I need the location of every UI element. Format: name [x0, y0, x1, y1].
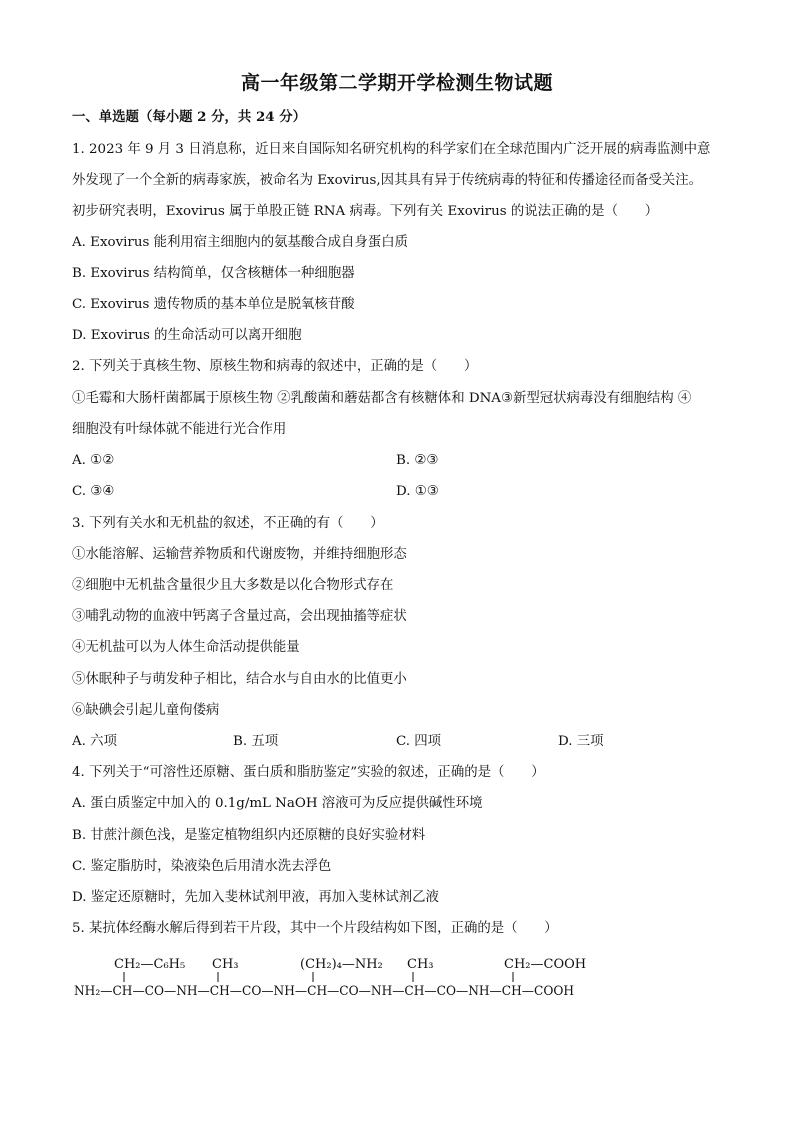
q3-statement-1: ①水能溶解、运输营养物质和代谢废物，并维持细胞形态 [72, 547, 407, 562]
q2-statements-line1: ①毛霉和大肠杆菌都属于原核生物 ②乳酸菌和蘑菇都含有核糖体和 DNA③新型冠状病毒没有细胞结构 ④ [72, 391, 692, 406]
side-chain-2: CH₃ [212, 957, 239, 972]
q3-option-a: A. 六项 [72, 734, 117, 749]
side-chain-4: CH₃ [407, 957, 434, 972]
q2-option-c: C. ③④ [72, 484, 115, 499]
q4-option-c: C. 鉴定脂肪时，染液染色后用清水洗去浮色 [72, 859, 332, 874]
side-chain-1: CH₂—C₆H₅ [114, 957, 186, 972]
peptide-backbone: NH₂—CH—CO—NH—CH—CO—NH—CH—CO—NH—CH—CO—NH—CH—COOH [74, 984, 574, 999]
q3-statement-2: ②细胞中无机盐含量很少且大多数是以化合物形式存在 [72, 578, 394, 593]
q3-option-b: B. 五项 [233, 734, 279, 749]
peptide-structure-diagram [72, 950, 612, 1002]
q1-stem-line2: 外发现了一个全新的病毒家族，被命名为 Exovirus,因其具有异于传统病毒的特征和传播途径而备受关注。 [72, 173, 703, 188]
q2-option-d: D. ①③ [396, 484, 439, 499]
side-chain-3: (CH₂)₄—NH₂ [300, 957, 383, 972]
q2-option-a: A. ①② [72, 453, 115, 468]
q3-stem: 3. 下列有关水和无机盐的叙述，不正确的有（ ） [72, 516, 384, 531]
q3-option-c: C. 四项 [396, 734, 442, 749]
q4-stem: 4. 下列关于“可溶性还原糖、蛋白质和脂肪鉴定”实验的叙述，正确的是（ ） [72, 765, 545, 780]
side-chain-5: CH₂—COOH [504, 957, 587, 972]
page-title: 高一年级第二学期开学检测生物试题 [240, 72, 553, 94]
q3-statement-4: ④无机盐可以为人体生命活动提供能量 [72, 640, 300, 655]
q4-option-d: D. 鉴定还原糖时，先加入斐林试剂甲液，再加入斐林试剂乙液 [72, 890, 439, 905]
q1-option-d: D. Exovirus 的生命活动可以离开细胞 [72, 328, 302, 343]
q1-option-a: A. Exovirus 能利用宿主细胞内的氨基酸合成自身蛋白质 [72, 235, 408, 250]
q3-option-d: D. 三项 [558, 734, 604, 749]
q4-option-a: A. 蛋白质鉴定中加入的 0.1g/mL NaOH 溶液可为反应提供碱性环境 [72, 796, 483, 811]
q1-option-b: B. Exovirus 结构简单，仅含核糖体一种细胞器 [72, 266, 355, 281]
q2-stem: 2. 下列关于真核生物、原核生物和病毒的叙述中，正确的是（ ） [72, 359, 478, 374]
q4-option-b: B. 甘蔗汁颜色浅，是鉴定植物组织内还原糖的良好实验材料 [72, 828, 426, 843]
q5-stem: 5. 某抗体经酶水解后得到若干片段，其中一个片段结构如下图，正确的是（ ） [72, 921, 558, 936]
q3-statement-5: ⑤休眠种子与萌发种子相比，结合水与自由水的比值更小 [72, 672, 407, 687]
q3-statement-3: ③哺乳动物的血液中钙离子含量过高，会出现抽搐等症状 [72, 609, 407, 624]
q1-stem-line3: 初步研究表明，Exovirus 属于单股正链 RNA 病毒。下列有关 Exovirus 的说法正确的是（ ） [72, 204, 659, 219]
q3-statement-6: ⑥缺碘会引起儿童佝偻病 [72, 703, 220, 718]
q1-stem-line1: 1. 2023 年 9 月 3 日消息称，近日来自国际知名研究机构的科学家们在全球范围内广泛开展的病毒监测中意 [72, 142, 711, 157]
q2-statements-line2: 细胞没有叶绿体就不能进行光合作用 [72, 422, 287, 437]
section-heading: 一、单选题（每小题 2 分，共 24 分） [72, 109, 307, 125]
q2-option-b: B. ②③ [396, 453, 439, 468]
q1-option-c: C. Exovirus 遗传物质的基本单位是脱氧核苷酸 [72, 297, 355, 312]
